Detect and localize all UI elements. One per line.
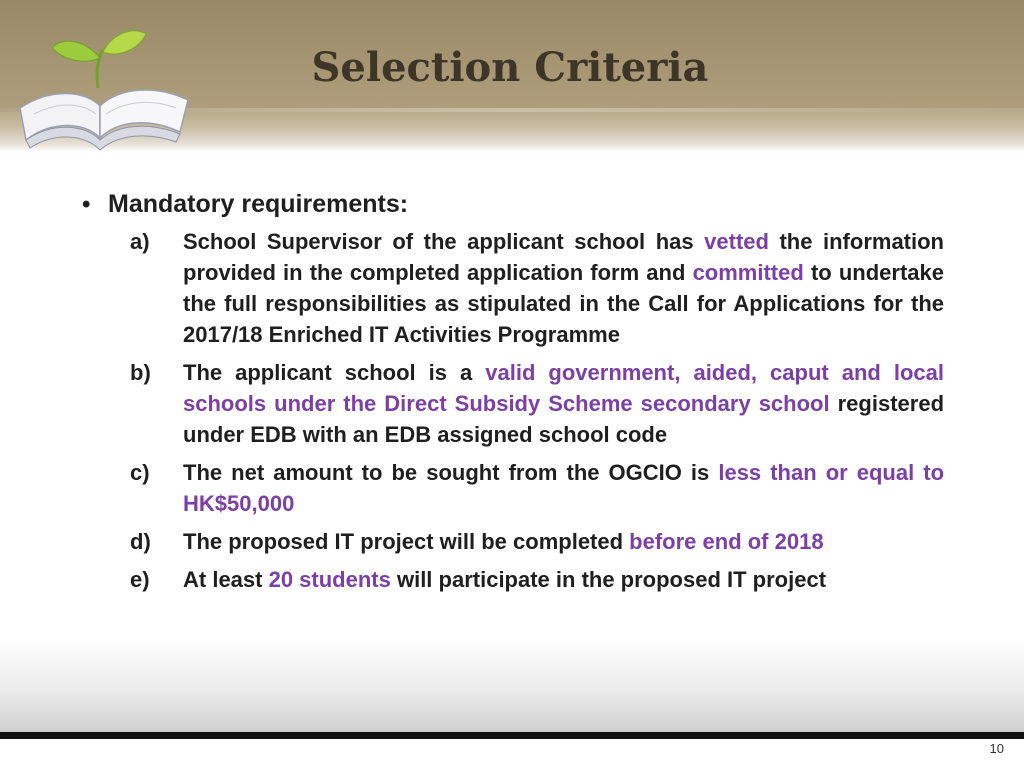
requirements-list (130, 226, 944, 595)
highlighted-text: valid government, aided, caput and local schools under the Direct Subsidy Scheme secondary school (183, 360, 944, 416)
bullet-heading (82, 185, 944, 224)
body-text: The applicant school is a (183, 360, 486, 385)
bullet-heading-text: Mandatory requirements: (108, 190, 409, 218)
body-text: The proposed IT project will be completed (183, 529, 630, 554)
bullet-dot-icon: • (82, 191, 91, 218)
page-title: Selection Criteria (311, 44, 709, 91)
list-item (130, 564, 944, 595)
list-item-text (183, 526, 944, 557)
list-item-marker: c) (130, 460, 150, 485)
list-item-marker: b) (130, 360, 151, 385)
body-text: the information provided in the completed application form and (183, 229, 944, 285)
list-item-text (183, 564, 944, 595)
body-text: registered under EDB with an EDB assigned school code (183, 391, 945, 447)
list-item-marker: e) (130, 567, 150, 592)
list-item (130, 457, 944, 519)
highlighted-text: 20 students (268, 567, 391, 592)
body-text: will participate in the proposed IT project (390, 567, 827, 592)
list-item (130, 357, 944, 450)
list-item-text (183, 357, 944, 450)
body-text: At least (183, 567, 269, 592)
highlighted-text: before end of 2018 (629, 529, 824, 554)
list-item-text (183, 457, 944, 519)
list-item-marker: a) (130, 229, 150, 254)
page-number: 10 (989, 741, 1004, 756)
list-item-marker: d) (130, 529, 151, 554)
body-text: The net amount to be sought from the OGCIO is (183, 460, 719, 485)
footer-fade (0, 640, 1024, 732)
highlighted-text: committed (692, 260, 804, 285)
list-item-text (183, 226, 944, 350)
body-text: School Supervisor of the applicant school has (183, 229, 705, 254)
highlighted-text: less than or equal to HK$50,000 (183, 460, 945, 516)
open-book-with-sprout-icon (0, 18, 200, 168)
list-item (130, 226, 944, 350)
list-item (130, 526, 944, 557)
body-text: to undertake the full responsibilities as stipulated in the Call for Applications for the 2017/18 Enriched IT Activities Programme (183, 260, 944, 347)
slide-content (82, 185, 944, 602)
highlighted-text: vetted (704, 229, 769, 254)
footer-bar (0, 732, 1024, 739)
